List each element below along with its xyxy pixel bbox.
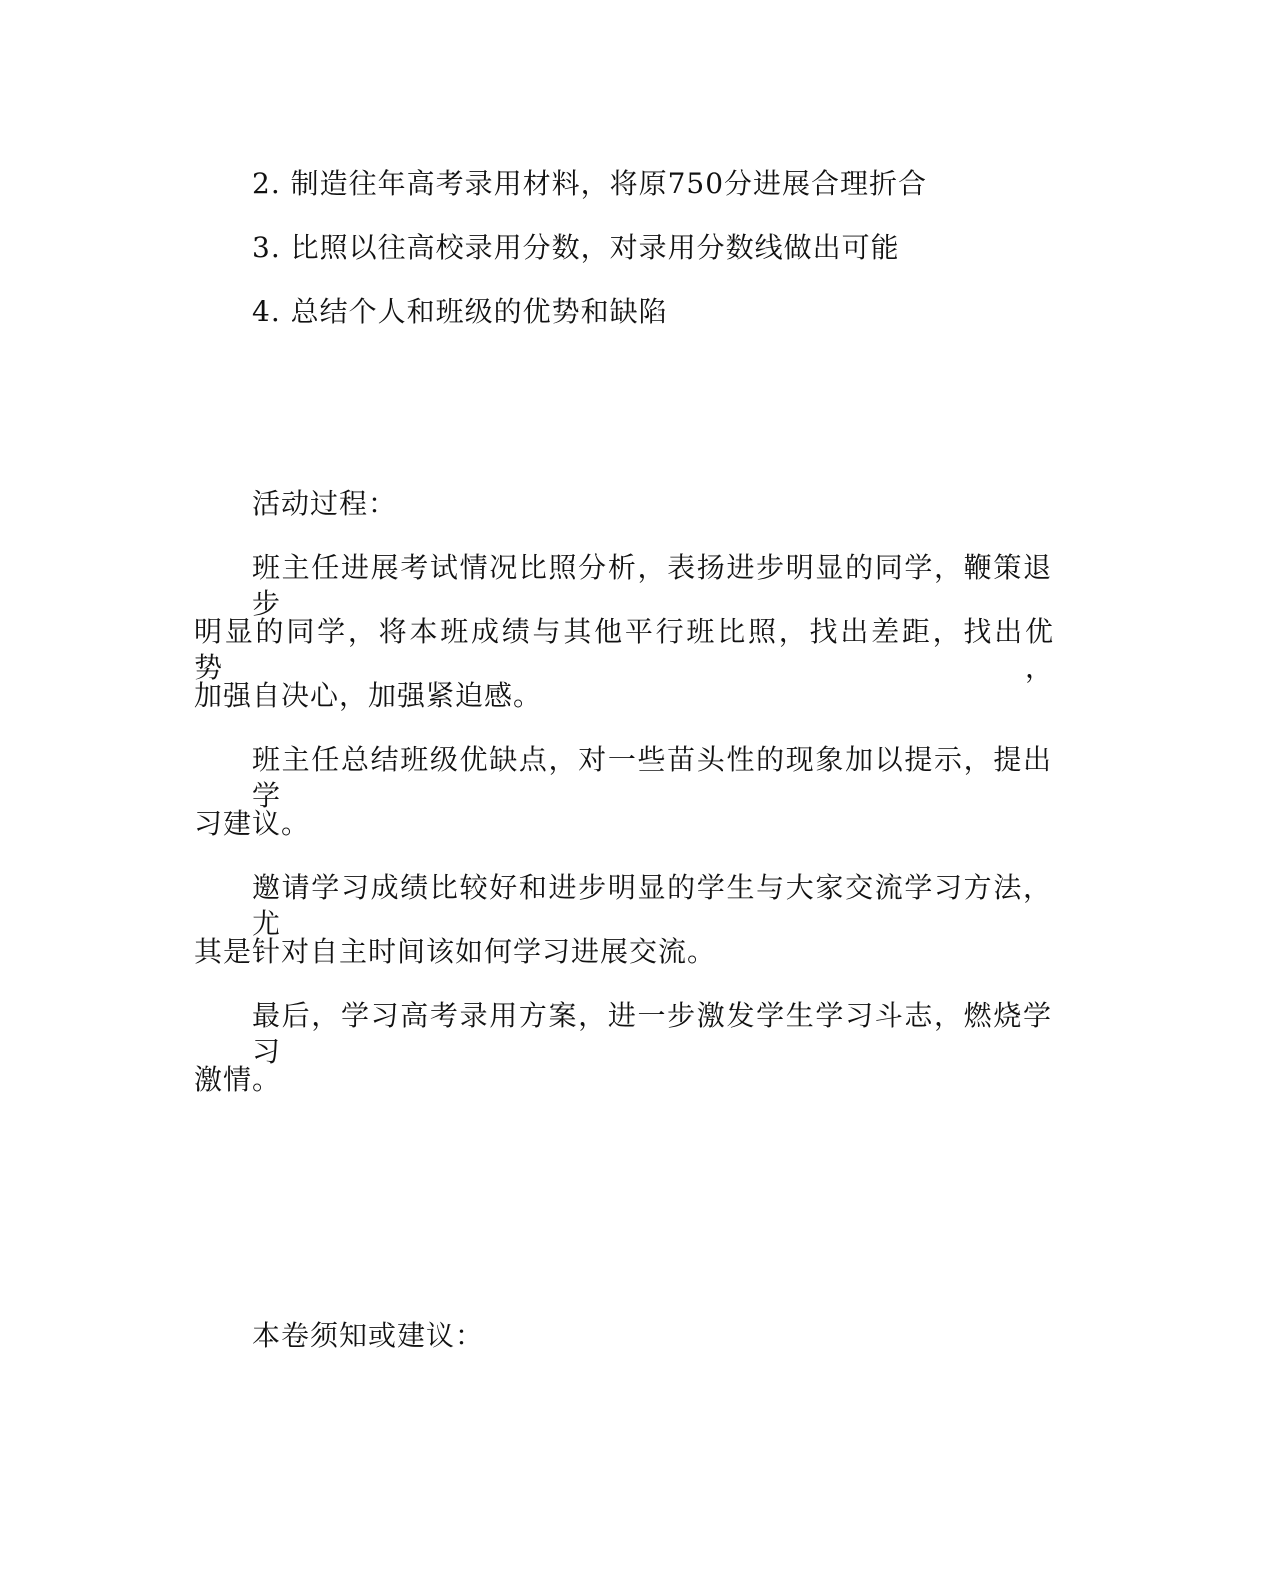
list-item-4: 4. 总结个人和班级的优势和缺陷 <box>252 295 668 328</box>
paragraph-1-line-2: 明显的同学，将本班成绩与其他平行班比照，找出差距，找出优势， <box>194 615 1054 684</box>
paragraph-4-line-1: 最后，学习高考录用方案，进一步激发学生学习斗志，燃烧学习 <box>252 999 1052 1068</box>
paragraph-4-line-2: 激情。 <box>194 1063 282 1096</box>
list-item-3: 3. 比照以往高校录用分数，对录用分数线做出可能 <box>252 231 900 264</box>
section-heading-notes: 本卷须知或建议： <box>252 1319 485 1352</box>
paragraph-2-line-2: 习建议。 <box>194 807 311 840</box>
paragraph-1-line-1: 班主任进展考试情况比照分析，表扬进步明显的同学，鞭策退步 <box>252 551 1052 620</box>
paragraph-1-line-3: 加强自决心，加强紧迫感。 <box>194 679 543 712</box>
list-item-2: 2. 制造往年高考录用材料，将原750分进展合理折合 <box>252 167 928 200</box>
paragraph-3-line-1: 邀请学习成绩比较好和进步明显的学生与大家交流学习方法，尤 <box>252 871 1052 940</box>
paragraph-2-line-1: 班主任总结班级优缺点，对一些苗头性的现象加以提示，提出学 <box>252 743 1052 812</box>
section-heading-process: 活动过程： <box>252 487 398 520</box>
paragraph-3-line-2: 其是针对自主时间该如何学习进展交流。 <box>194 935 717 968</box>
